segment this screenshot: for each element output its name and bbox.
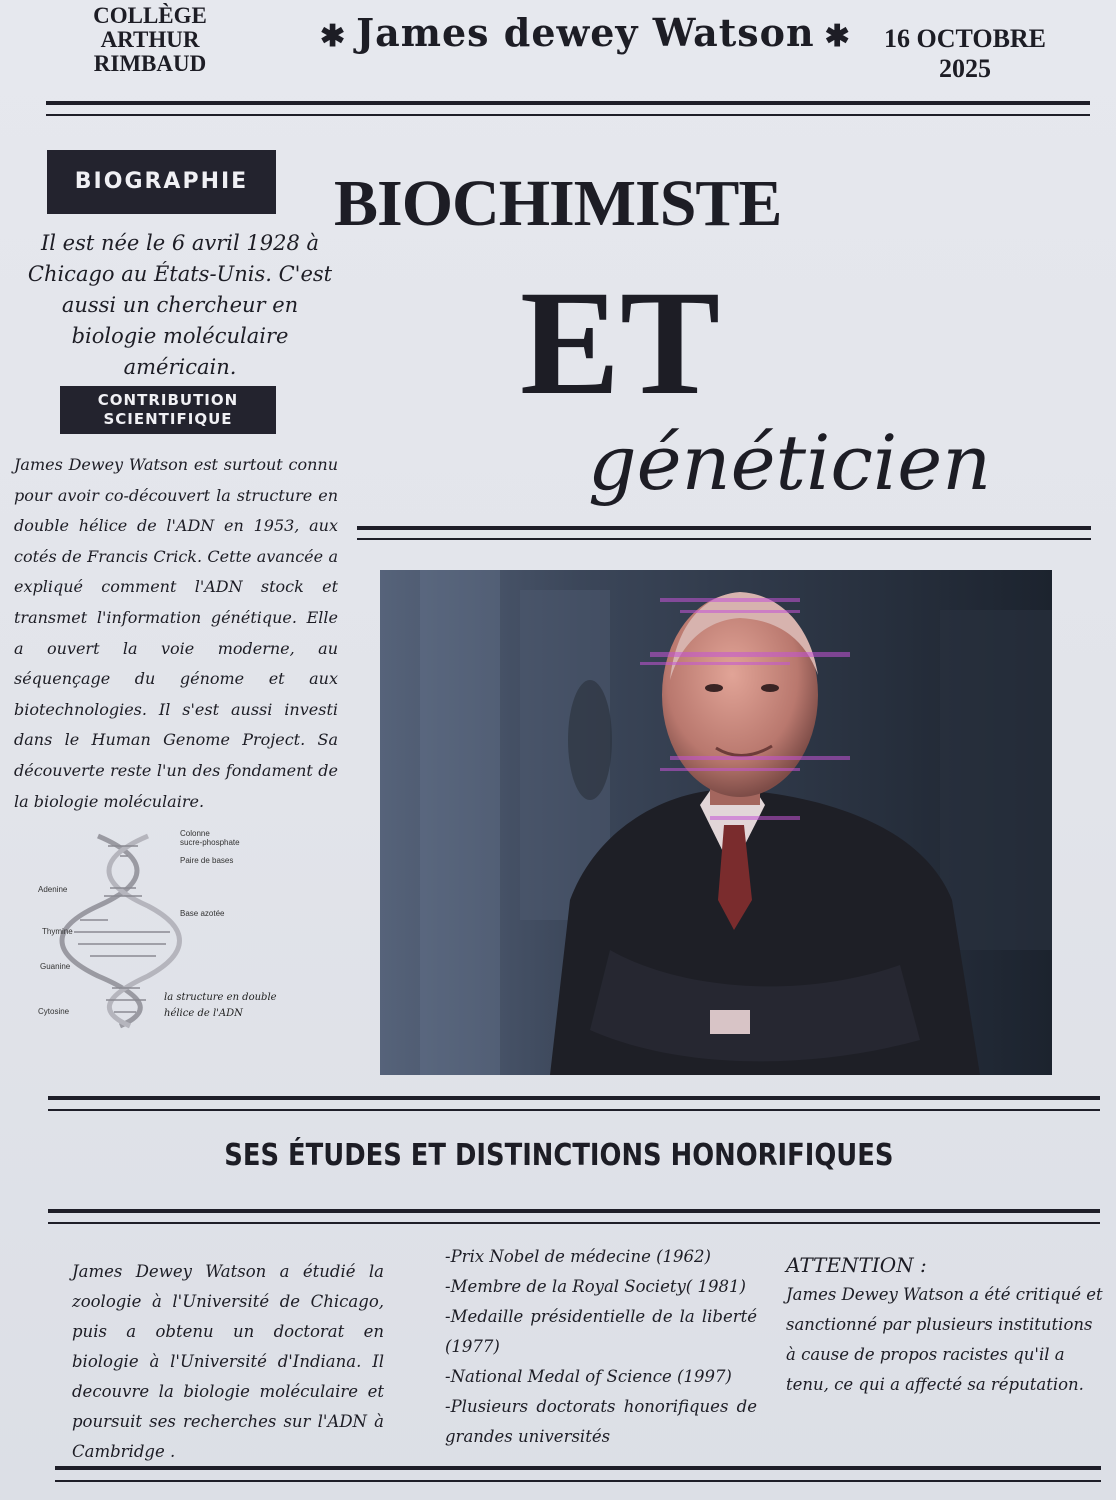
label-colonne-2: sucre-phosphate: [180, 838, 240, 847]
award-item: -Plusieurs doctorats honorifiques de grandes universités: [445, 1397, 757, 1446]
portrait-photo: [380, 570, 1052, 1075]
award-item: -Medaille présidentielle de la liberté (1977): [445, 1307, 757, 1356]
school-line-1: COLLÈGE: [93, 3, 207, 28]
section-rule-top-2: [48, 1109, 1100, 1111]
section-title: SES ÉTUDES ET DISTINCTIONS HONORIFIQUES: [224, 1138, 894, 1173]
date-line-2: 2025: [939, 54, 991, 83]
dna-caption-line-2: hélice de l'ADN: [164, 1008, 243, 1019]
school-line-3: RIMBAUD: [93, 51, 207, 76]
dna-diagram: [30, 828, 290, 1033]
issue-date: [856, 24, 1074, 84]
label-paire: Paire de bases: [180, 856, 234, 865]
masthead-title: James dewey Watson: [356, 10, 815, 55]
star-icon: ✱: [320, 19, 347, 54]
award-item: -National Medal of Science (1997): [445, 1367, 732, 1386]
label-guanine: Guanine: [40, 962, 71, 971]
contribution-text: James Dewey Watson est surtout connu pour avoir co-découvert la structure en double hélice de l'ADN en 1953, aux cotés de Francis Crick. Cette avancée a expliqué comment l'ADN stock et transmet l'information génétique. Elle a ouvert la voie moderne, au séquençage du génome et aux biotechnologies. Il s'est aussi investi dans le Human Genome Project. Sa découverte reste l'un des fondament de la biologie moléculaire.: [14, 455, 338, 811]
masthead: [310, 10, 851, 55]
footer-rule-bottom: [55, 1480, 1101, 1482]
headline-rule-bottom: [357, 538, 1091, 540]
biography-text: Il est née le 6 avril 1928 à Chicago au États-Unis. C'est aussi un chercheur en biologie moléculaire américain.: [27, 231, 333, 379]
label-adenine: Adenine: [38, 885, 68, 894]
section-rule-bottom-2: [48, 1222, 1100, 1224]
biography-label: BIOGRAPHIE: [47, 150, 276, 214]
headline-rule-top: [357, 526, 1091, 530]
studies-text: James Dewey Watson a étudié la zoologie à l'Université de Chicago, puis a obtenu un doctorat en biologie à l'Université d'Indiana. Il decouvre la biologie moléculaire et poursuit ses recherches sur l'ADN à Cambridge .: [72, 1262, 384, 1461]
section-rule-bottom-1: [48, 1209, 1100, 1213]
award-item: -Prix Nobel de médecine (1962): [445, 1247, 711, 1266]
school-line-2: ARTHUR: [100, 27, 200, 52]
contribution-label: [60, 386, 276, 434]
contribution-label-line-1: CONTRIBUTION: [97, 391, 239, 409]
headline-line-2: ET: [520, 260, 721, 426]
attention-text: James Dewey Watson a été critiqué et sanctionné par plusieurs institutions à cause de propos racistes qu'il a tenu, ce qui a affecté sa réputation.: [786, 1285, 1103, 1394]
attention-block: [786, 1250, 1104, 1400]
star-icon: ✱: [824, 19, 851, 54]
label-thymine: Thymine: [42, 927, 73, 936]
label-cytosine: Cytosine: [38, 1007, 70, 1016]
date-line-1: 16 OCTOBRE: [883, 24, 1047, 53]
school-name: [60, 4, 240, 76]
headline-line-1: BIOCHIMISTE: [334, 167, 782, 240]
dna-caption-line-1: la structure en double: [164, 992, 277, 1003]
section-rule-top-1: [48, 1096, 1100, 1100]
label-colonne-1: Colonne: [180, 829, 210, 838]
footer-rule-top: [55, 1466, 1101, 1470]
header-rule-bottom: [46, 114, 1090, 116]
label-base: Base azotée: [180, 909, 225, 918]
awards-list: [445, 1242, 757, 1452]
award-item: -Membre de la Royal Society( 1981): [445, 1277, 746, 1296]
dna-helix: [62, 836, 180, 1026]
attention-title: ATTENTION :: [786, 1253, 927, 1277]
headline-line-3: généticien: [588, 418, 992, 507]
contribution-label-line-2: SCIENTIFIQUE: [103, 410, 233, 428]
header-rule-top: [46, 101, 1090, 105]
portrait-illustration: [380, 570, 1052, 1075]
